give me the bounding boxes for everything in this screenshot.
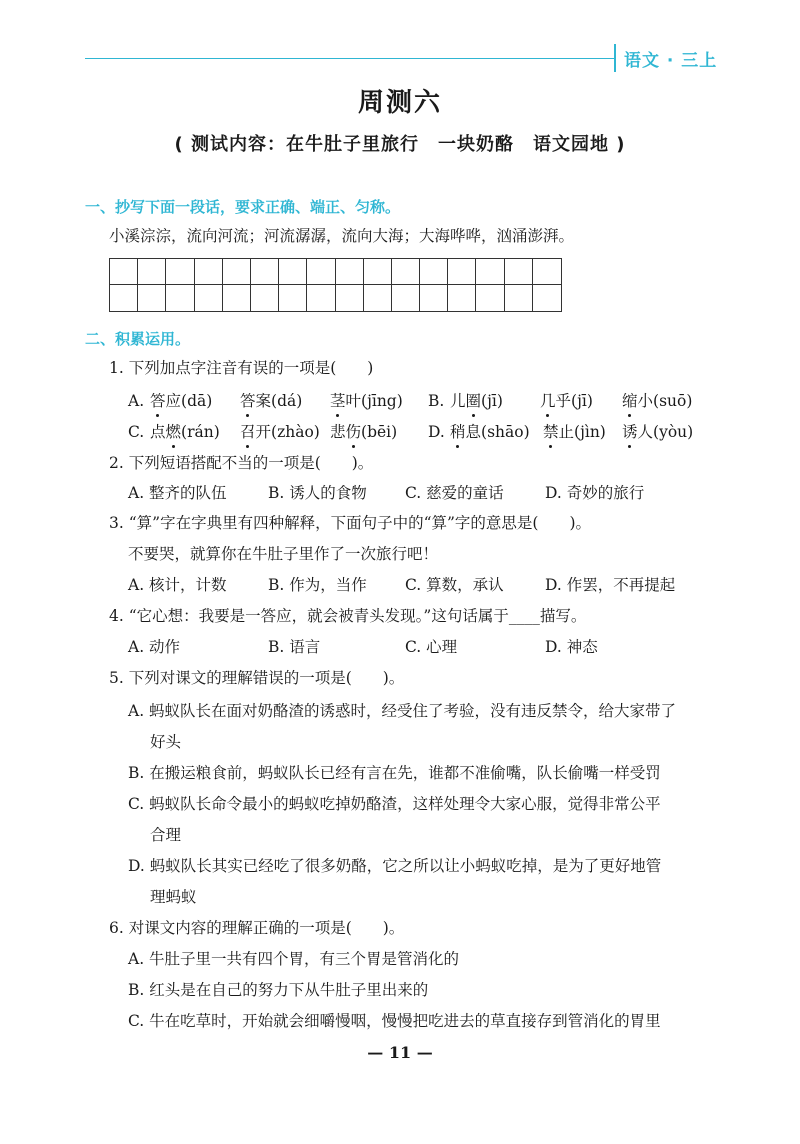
q5-option-c-line1: C. 蚂蚁队长命令最小的蚂蚁吃掉奶酪渣，这样处理令大家心服，觉得非常公平 <box>128 795 661 813</box>
page-subtitle: ( 测试内容：在牛肚子里旅行 一块奶酪 语文园地 ) <box>174 134 626 155</box>
q3-stem: 3. “算”字在字典里有四种解释，下面句子中的“算”字的意思是( )。 <box>109 514 592 532</box>
q5-option-d-line2: 理蚂蚁 <box>150 888 197 906</box>
section1-heading: 一、抄写下面一段话，要求正确、端正、匀称。 <box>85 198 401 216</box>
writing-grid[interactable] <box>109 258 562 312</box>
q2-option-d: D. 奇妙的旅行 <box>545 484 645 502</box>
page-title: 周测六 <box>357 88 442 118</box>
q5-option-d-line1: D. 蚂蚁队长其实已经吃了很多奶酪，它之所以让小蚂蚁吃掉，是为了更好地管 <box>128 857 662 875</box>
q1-option-c-item2: 召开(zhào) <box>240 423 320 441</box>
q6-option-a: A. 牛肚子里一共有四个胃，有三个胃是管消化的 <box>128 950 460 968</box>
q1-option-b-label: B. <box>428 392 445 410</box>
page-number: — 11 — <box>367 1043 433 1062</box>
q4-option-d: D. 神态 <box>545 638 598 656</box>
q1-option-b-item1: 儿圈(jī) <box>450 392 503 410</box>
subject-label: 语文 · 三上 <box>624 51 718 71</box>
q4-option-c: C. 心理 <box>405 638 458 656</box>
q2-option-b: B. 诱人的食物 <box>268 484 367 502</box>
q5-option-a-line2: 好头 <box>150 733 182 751</box>
q1-option-d-item3: 诱人(yòu) <box>622 423 694 441</box>
q5-stem: 5. 下列对课文的理解错误的一项是( )。 <box>109 669 405 687</box>
q1-option-b-item2: 几乎(jī) <box>540 392 593 410</box>
q5-option-b: B. 在搬运粮食前，蚂蚁队长已经有言在先，谁都不准偷嘴，队长偷嘴一样受罚 <box>128 764 661 782</box>
q1-option-d-item2: 禁止(jìn) <box>543 423 606 441</box>
copy-text: 小溪淙淙，流向河流；河流潺潺，流向大海；大海哗哗，汹涌澎湃。 <box>109 227 575 245</box>
q1-option-c-item1: 点燃(rán) <box>150 423 220 441</box>
q4-option-a: A. 动作 <box>128 638 181 656</box>
q3-option-b: B. 作为，当作 <box>268 576 367 594</box>
q5-option-a-line1: A. 蚂蚁队长在面对奶酪渣的诱惑时，经受住了考验，没有违反禁令，给大家带了 <box>128 702 677 720</box>
q6-option-c: C. 牛在吃草时，开始就会细嚼慢咽，慢慢把吃进去的草直接存到管消化的胃里 <box>128 1012 661 1030</box>
q1-option-a-item1: 答应(dā) <box>150 392 213 410</box>
q1-stem: 1. 下列加点字注音有误的一项是( ) <box>109 359 374 377</box>
q4-option-b: B. 语言 <box>268 638 321 656</box>
q6-stem: 6. 对课文内容的理解正确的一项是( )。 <box>109 919 405 937</box>
q1-option-c-label: C. <box>128 423 145 441</box>
q3-option-a: A. 核计，计数 <box>128 576 227 594</box>
q2-option-c: C. 慈爱的童话 <box>405 484 504 502</box>
q2-stem: 2. 下列短语搭配不当的一项是( )。 <box>109 454 374 472</box>
q3-sentence: 不要哭，就算你在牛肚子里作了一次旅行吧！ <box>128 545 439 563</box>
q2-option-a: A. 整齐的队伍 <box>128 484 227 502</box>
header-rule <box>85 58 615 59</box>
q1-option-b-item3: 缩小(suō) <box>622 392 693 410</box>
q1-option-a-item2: 答案(dá) <box>240 392 303 410</box>
q1-option-a-label: A. <box>128 392 145 410</box>
q1-option-a-item3: 茎叶(jīng) <box>330 392 403 410</box>
q4-stem: 4. “它心想：我要是一答应，就会被青头发现。”这句话属于____描写。 <box>109 607 587 625</box>
section2-heading: 二、积累运用。 <box>85 330 191 348</box>
q1-option-c-item3: 悲伤(bēi) <box>330 423 398 441</box>
q6-option-b: B. 红头是在自己的努力下从牛肚子里出来的 <box>128 981 429 999</box>
q3-option-d: D. 作罢，不再提起 <box>545 576 676 594</box>
q1-option-d-item1: 稍息(shāo) <box>450 423 530 441</box>
q1-option-d-label: D. <box>428 423 445 441</box>
q5-option-c-line2: 合理 <box>150 826 182 844</box>
header-divider <box>614 44 616 72</box>
q3-option-c: C. 算数，承认 <box>405 576 504 594</box>
